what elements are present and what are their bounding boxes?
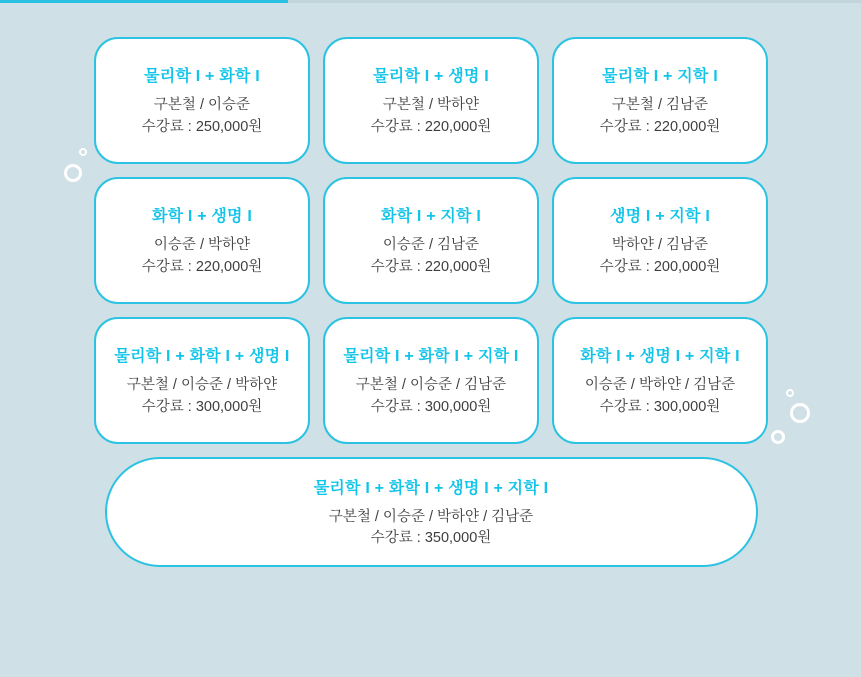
course-title: 물리학 I + 생명 I [373,68,489,86]
course-card-grid [94,37,768,567]
course-price: 수강료 : 220,000원 [599,118,721,135]
course-instructors: 구본철 / 박하얀 [382,97,480,114]
bubble-decoration-icon [790,403,810,423]
course-title: 생명 I + 지학 I [609,208,711,226]
course-card [552,317,768,444]
bubble-decoration-icon [79,148,87,156]
course-instructors: 이승준 / 김남준 [382,237,480,254]
course-instructors: 구본철 / 이승준 / 박하얀 / 김남준 [328,508,534,525]
card-row-1 [94,37,768,164]
course-price: 수강료 : 300,000원 [370,398,492,415]
course-title: 물리학 I + 화학 I + 생명 I + 지학 I [313,479,549,497]
bubble-decoration-icon [64,164,82,182]
course-price: 수강료 : 300,000원 [599,398,721,415]
bubble-decoration-icon [771,430,785,444]
bubble-decoration-icon [786,389,794,397]
course-card [323,37,539,164]
course-card-wide [105,457,758,567]
course-price: 수강료 : 200,000원 [599,258,721,275]
course-title: 물리학 I + 화학 I + 지학 I [343,348,519,366]
course-title: 화학 I + 생명 I + 지학 I [580,348,740,366]
course-instructors: 구본철 / 김남준 [611,97,709,114]
course-price: 수강료 : 300,000원 [141,398,263,415]
course-price: 수강료 : 350,000원 [370,530,492,546]
course-instructors: 박하얀 / 김남준 [611,237,709,254]
course-card [94,317,310,444]
course-title: 화학 I + 지학 I [380,208,482,226]
course-instructors: 이승준 / 박하얀 / 김남준 [584,377,736,394]
course-instructors: 이승준 / 박하얀 [153,237,251,254]
card-row-3 [94,317,768,444]
course-title: 화학 I + 생명 I [151,208,253,226]
course-card [323,177,539,304]
course-title: 물리학 I + 화학 I [144,68,260,86]
course-title: 물리학 I + 지학 I [602,68,718,86]
course-title: 물리학 I + 화학 I + 생명 I [114,348,290,366]
course-instructors: 구본철 / 이승준 / 박하얀 [126,377,278,394]
course-card [94,177,310,304]
course-price: 수강료 : 220,000원 [370,118,492,135]
top-accent-bar [0,0,861,3]
course-card [94,37,310,164]
course-instructors: 구본철 / 이승준 [153,97,251,114]
top-accent-bar-muted-segment [288,0,861,3]
course-card [323,317,539,444]
course-instructors: 구본철 / 이승준 / 김남준 [355,377,507,394]
course-card [552,177,768,304]
top-accent-bar-cyan-segment [0,0,288,3]
card-row-2 [94,177,768,304]
course-price: 수강료 : 220,000원 [141,258,263,275]
course-card [552,37,768,164]
course-price: 수강료 : 250,000원 [141,118,263,135]
course-price: 수강료 : 220,000원 [370,258,492,275]
